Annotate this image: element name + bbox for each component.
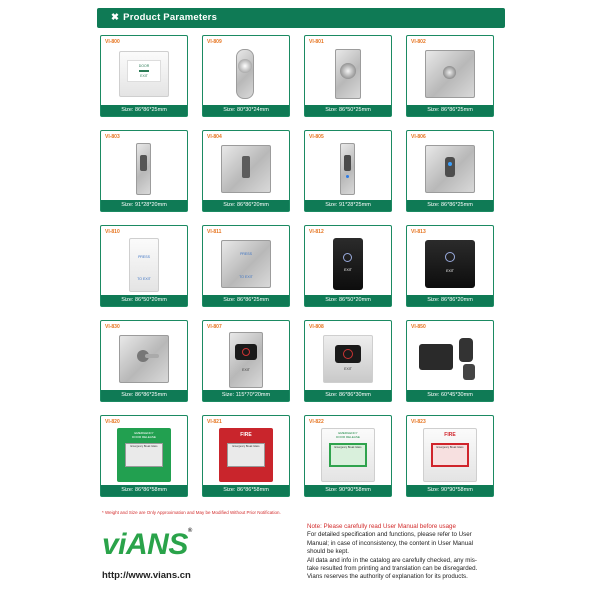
product-card[interactable] <box>100 130 188 212</box>
catalog-page <box>87 0 513 600</box>
push-button <box>344 155 351 171</box>
product-card[interactable] <box>202 225 290 307</box>
product-size: Size: 86*86*25mm <box>407 105 493 116</box>
product-card[interactable] <box>304 225 392 307</box>
receiver-box <box>419 344 453 370</box>
exit-label: EXIT <box>140 74 148 78</box>
product-card[interactable] <box>202 320 290 402</box>
touch-icon <box>445 252 455 262</box>
product-code: VI-811 <box>207 229 222 235</box>
product-size: Size: 86*86*25mm <box>407 200 493 211</box>
press-label: PRESS <box>240 252 252 256</box>
break-glass-label: Emergency Break Glass <box>334 446 362 449</box>
note-line: should be kept. <box>307 548 349 556</box>
product-image <box>101 235 187 295</box>
product-card[interactable] <box>304 35 392 117</box>
switch-plate <box>425 240 475 288</box>
product-size: Size: 60*45*30mm <box>407 390 493 401</box>
product-image <box>407 235 493 295</box>
product-image <box>101 425 187 485</box>
product-card[interactable] <box>304 130 392 212</box>
product-card[interactable] <box>406 35 494 117</box>
note-line: Manual; in case of inconsistency, the content in User Manual <box>307 539 474 547</box>
note-line: For detailed specification and functions, please refer to User <box>307 531 472 539</box>
product-card[interactable] <box>406 130 494 212</box>
product-image <box>407 140 493 200</box>
break-glass-label: Emergency Break Glass <box>130 445 158 448</box>
product-image <box>407 425 493 485</box>
product-image <box>101 45 187 105</box>
usage-warning: Note: Please carefully read User Manual before usage <box>307 523 456 530</box>
product-size: Size: 91*28*25mm <box>305 200 391 211</box>
fire-label: FIRE <box>240 432 252 438</box>
product-code: VI-805 <box>309 134 324 140</box>
product-card[interactable] <box>304 415 392 497</box>
product-size: Size: 86*86*25mm <box>203 295 289 306</box>
product-code: VI-807 <box>207 324 222 330</box>
switch-plate <box>333 238 363 290</box>
note-line: All data and info in the catalog are carefully checked, any mis- <box>307 556 477 564</box>
footnote: * Weight and Size are Only Approximation and May be Modified Without Prior Notification. <box>102 510 281 515</box>
break-glass-label: Emergency Break Glass <box>232 445 260 448</box>
product-image <box>101 140 187 200</box>
key-icon <box>139 70 149 72</box>
section-title-text: Product Parameters <box>123 12 218 23</box>
product-image <box>305 235 391 295</box>
product-code: VI-809 <box>207 39 222 45</box>
product-card[interactable] <box>304 320 392 402</box>
product-size: Size: 115*70*20mm <box>203 390 289 401</box>
product-image <box>407 330 493 390</box>
remote-fob <box>463 364 475 380</box>
switch-plate <box>129 238 159 292</box>
usage-notes <box>307 523 512 582</box>
led-icon <box>448 162 452 166</box>
product-grid <box>100 35 504 505</box>
product-code: VI-808 <box>309 324 324 330</box>
product-image <box>203 425 289 485</box>
product-size: Size: 86*86*25mm <box>101 105 187 116</box>
led-icon <box>346 175 349 178</box>
product-size: Size: 86*50*25mm <box>305 105 391 116</box>
exit-label: EXIT <box>446 269 454 273</box>
product-code: VI-806 <box>411 134 426 140</box>
product-card[interactable] <box>406 415 494 497</box>
exit-label: EXIT <box>344 367 352 371</box>
product-size: Size: 86*86*30mm <box>305 390 391 401</box>
to-exit-label: TO EXIT <box>137 277 151 281</box>
touch-icon <box>343 253 352 262</box>
product-card[interactable] <box>100 35 188 117</box>
brand-logo-text: viANS <box>102 528 188 561</box>
product-card[interactable] <box>406 320 494 402</box>
product-image <box>407 45 493 105</box>
door-release-label: DOOR RELEASE <box>132 435 156 439</box>
product-code: VI-810 <box>105 229 120 235</box>
break-glass-label: Emergency Break Glass <box>436 446 464 449</box>
push-button <box>340 63 356 79</box>
product-image <box>305 45 391 105</box>
product-card[interactable] <box>202 35 290 117</box>
brand-logo <box>102 528 192 562</box>
switch-plate <box>221 240 271 288</box>
to-exit-label: TO EXIT <box>239 275 253 279</box>
product-code: VI-813 <box>411 229 426 235</box>
product-code: VI-850 <box>411 324 426 330</box>
note-line: Vians reserves the authority of explanation for its products. <box>307 573 468 581</box>
registered-mark: ® <box>187 528 192 534</box>
exit-label: EXIT <box>344 268 352 272</box>
product-size: Size: 90*90*58mm <box>407 485 493 496</box>
product-image <box>203 235 289 295</box>
product-code: VI-822 <box>309 419 324 425</box>
exit-label: EXIT <box>242 368 250 372</box>
product-size: Size: 80*30*24mm <box>203 105 289 116</box>
product-image <box>305 425 391 485</box>
door-label: DOOR <box>138 64 150 68</box>
product-card[interactable] <box>406 225 494 307</box>
product-code: VI-803 <box>105 134 120 140</box>
product-code: VI-820 <box>105 419 120 425</box>
product-card[interactable] <box>100 415 188 497</box>
section-title <box>111 12 217 23</box>
product-size: Size: 86*86*25mm <box>101 390 187 401</box>
door-release-label: DOOR RELEASE <box>336 435 360 439</box>
emergency-label: EMERGENCY <box>338 431 358 435</box>
key-icon <box>145 354 159 358</box>
product-size: Size: 86*50*20mm <box>101 295 187 306</box>
product-size: Size: 90*90*58mm <box>305 485 391 496</box>
sensor-icon <box>343 349 353 359</box>
product-image <box>203 140 289 200</box>
product-code: VI-830 <box>105 324 120 330</box>
press-label: PRESS <box>138 255 150 259</box>
fire-label: FIRE <box>444 432 456 438</box>
section-header <box>97 8 505 28</box>
product-code: VI-821 <box>207 419 222 425</box>
product-code: VI-823 <box>411 419 426 425</box>
product-size: Size: 86*86*58mm <box>101 485 187 496</box>
website-url[interactable]: http://www.vians.cn <box>102 570 191 581</box>
emergency-label: EMERGENCY <box>134 431 154 435</box>
product-image <box>203 45 289 105</box>
sensor-icon <box>242 348 250 356</box>
remote-fob <box>459 338 473 362</box>
product-code: VI-800 <box>105 39 120 45</box>
switch-plate <box>236 49 254 99</box>
push-button <box>242 156 250 178</box>
product-card[interactable] <box>100 225 188 307</box>
product-image <box>305 330 391 390</box>
product-size: Size: 86*86*20mm <box>407 295 493 306</box>
product-size: Size: 91*28*20mm <box>101 200 187 211</box>
push-button <box>238 59 252 73</box>
product-card[interactable] <box>100 320 188 402</box>
header-mark-icon: ✖ <box>111 12 120 23</box>
push-button <box>140 155 147 171</box>
product-image <box>101 330 187 390</box>
product-code: VI-804 <box>207 134 222 140</box>
product-size: Size: 86*86*58mm <box>203 485 289 496</box>
product-code: VI-812 <box>309 229 324 235</box>
push-button <box>443 66 456 79</box>
product-card[interactable] <box>202 415 290 497</box>
product-size: Size: 86*86*20mm <box>203 200 289 211</box>
product-image <box>203 330 289 390</box>
note-line: take resulted from printing and translation can be disregarded. <box>307 565 478 573</box>
switch-plate <box>229 332 263 388</box>
product-code: VI-801 <box>309 39 324 45</box>
product-card[interactable] <box>202 130 290 212</box>
product-code: VI-802 <box>411 39 426 45</box>
push-button <box>445 157 455 177</box>
product-size: Size: 86*50*20mm <box>305 295 391 306</box>
product-image <box>305 140 391 200</box>
